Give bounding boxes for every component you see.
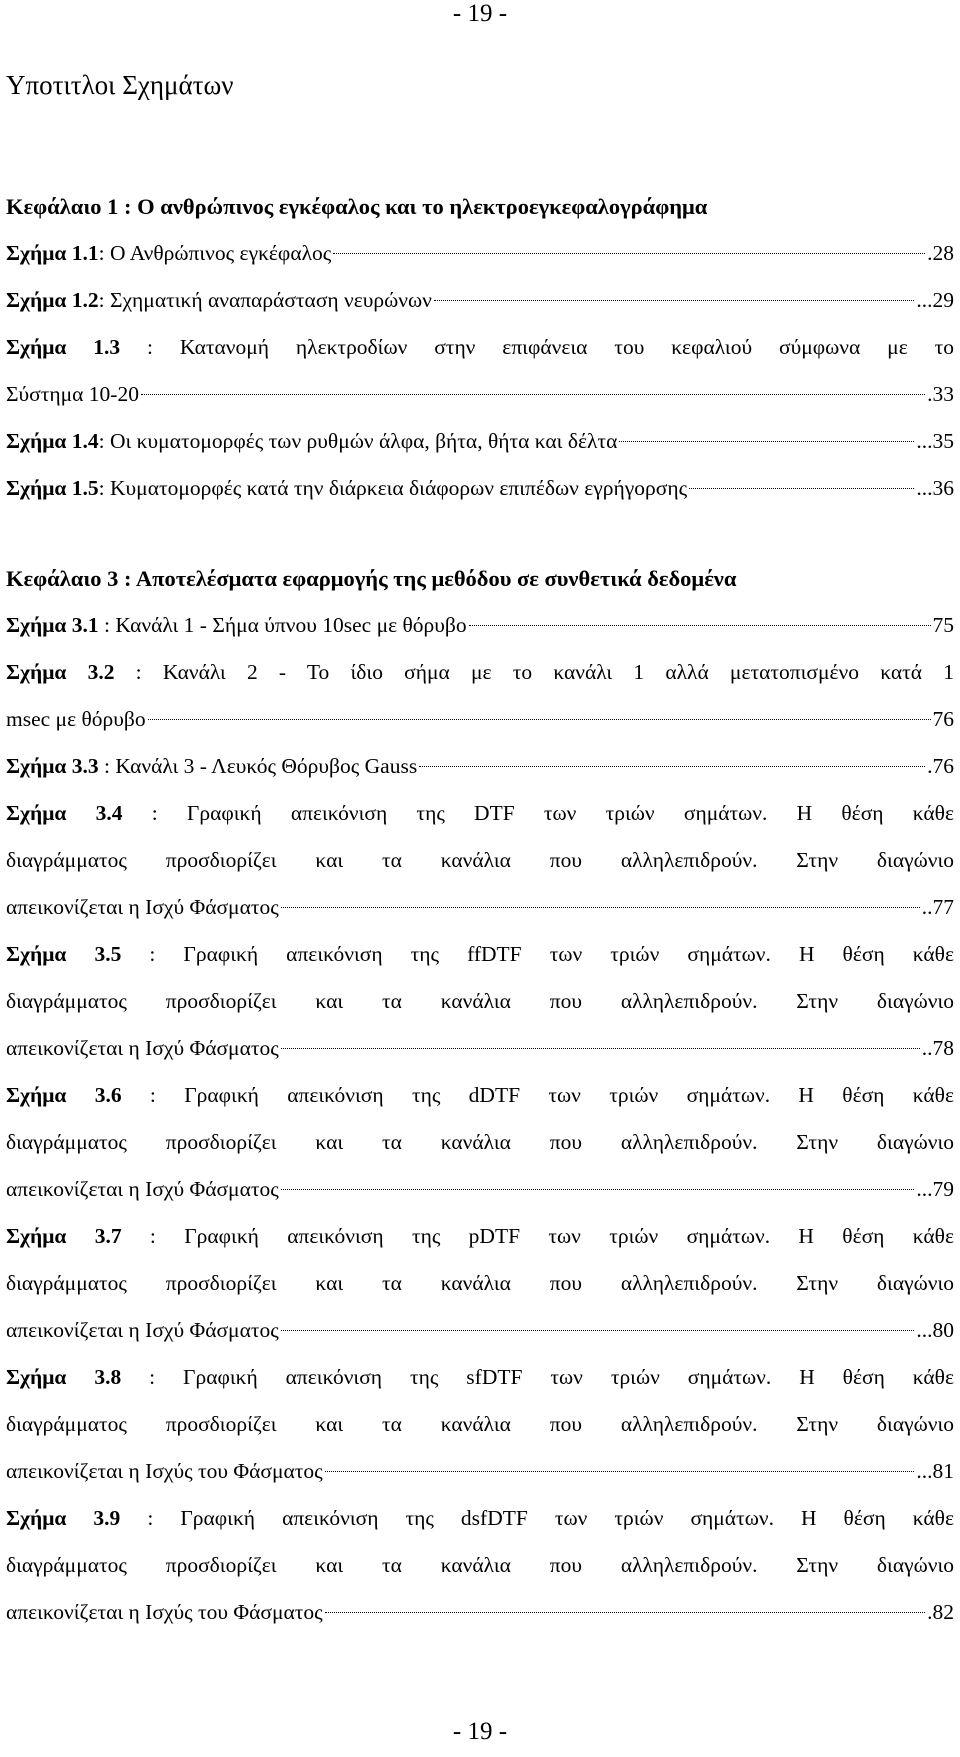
figure-label: Σχήμα 3.1 (6, 613, 99, 637)
leader-dots (434, 299, 914, 301)
figure-page: ...79 (916, 1177, 954, 1201)
figure-caption-cont: απεικονίζεται η Ισχύς του Φάσματος (6, 1600, 323, 1624)
figure-caption: : Κανάλι 1 - Σήμα ύπνου 10sec με θόρυβο (98, 613, 467, 637)
figure-caption: : Ο Ανθρώπινος εγκέφαλος (98, 241, 332, 265)
leader-dots (325, 1470, 915, 1472)
figure-page: ...29 (916, 288, 954, 312)
figure-page: ...35 (916, 429, 954, 453)
leader-dots (148, 718, 931, 720)
figure-page: 76 (932, 707, 954, 731)
figure-caption-cont: απεικονίζεται η Ισχύ Φάσματος (6, 895, 279, 919)
figure-caption: : Κυματομορφές κατά την διάρκεια διάφορων επιπέδων εγρήγορσης (98, 476, 688, 500)
page-title: Υποτιτλοι Σχημάτων (6, 70, 234, 100)
figure-label: Σχήμα 1.3 (6, 335, 121, 359)
figure-entry-1-3[interactable] (6, 324, 954, 418)
figure-caption: : Γραφική απεικόνιση της dsfDTF των τριών σημάτων. Η θέση κάθε (120, 1506, 954, 1530)
figure-caption: : Γραφική απεικόνιση της pDTF των τριών σημάτων. Η θέση κάθε (121, 1224, 954, 1248)
figure-page: ...81 (916, 1459, 954, 1483)
figure-entry-3-2[interactable] (6, 649, 954, 743)
figure-label: Σχήμα 3.9 (6, 1506, 121, 1530)
figure-label: Σχήμα 1.5 (6, 476, 99, 500)
figure-page: .28 (927, 241, 954, 265)
leader-dots (281, 1329, 915, 1331)
figure-caption-cont: απεικονίζεται η Ισχύς του Φάσματος (6, 1459, 323, 1483)
figure-caption: : Κανάλι 2 - Το ίδιο σήμα με το κανάλι 1 αλλά μετατοπισμένο κατά 1 (114, 660, 954, 684)
figure-page: ..78 (921, 1036, 954, 1060)
leader-dots (469, 624, 931, 626)
figure-caption: : Γραφική απεικόνιση της sfDTF των τριών σημάτων. Η θέση κάθε (121, 1365, 954, 1389)
figure-entry-3-7[interactable] (6, 1213, 954, 1354)
figure-caption-line2: διαγράμματος προσδιορίζει και τα κανάλια που αλληλεπιδρούν. Στην διαγώνιο (6, 1130, 954, 1154)
figure-label: Σχήμα 1.2 (6, 288, 99, 312)
figure-entry-3-4[interactable] (6, 790, 954, 931)
figure-page: .82 (927, 1600, 954, 1624)
figure-caption: : Κατανομή ηλεκτροδίων στην επιφάνεια του κεφαλιού σύμφωνα με το (120, 335, 954, 359)
page-number-top: - 19 - (452, 0, 508, 27)
figure-label: Σχήμα 3.6 (6, 1083, 122, 1107)
figure-page: .76 (927, 754, 954, 778)
figure-page: ...36 (916, 476, 954, 500)
figure-label: Σχήμα 3.7 (6, 1224, 122, 1248)
figure-caption-cont: msec με θόρυβο (6, 707, 146, 731)
figure-caption: : Γραφική απεικόνιση της dDTF των τριών σημάτων. Η θέση κάθε (121, 1083, 954, 1107)
figure-caption-cont: Σύστημα 10-20 (6, 382, 139, 406)
figure-page: 75 (932, 613, 954, 637)
figure-caption-line2: διαγράμματος προσδιορίζει και τα κανάλια που αλληλεπιδρούν. Στην διαγώνιο (6, 1553, 954, 1577)
figure-entry-1-5[interactable] (6, 465, 954, 512)
figure-entry-3-8[interactable] (6, 1354, 954, 1495)
figure-page: ..77 (921, 895, 954, 919)
figure-entry-3-3[interactable] (6, 743, 954, 790)
chapter-1-heading: Κεφάλαιο 1 : Ο ανθρώπινος εγκέφαλος και το ηλεκτροεγκεφαλογράφημα (6, 194, 708, 219)
figure-label: Σχήμα 3.2 (6, 660, 115, 684)
leader-dots (419, 765, 925, 767)
figure-entry-1-2[interactable] (6, 277, 954, 324)
chapter-3-section (6, 555, 954, 1636)
figure-entry-3-6[interactable] (6, 1072, 954, 1213)
figure-caption-cont: απεικονίζεται η Ισχύ Φάσματος (6, 1036, 279, 1060)
figure-label: Σχήμα 3.4 (6, 801, 123, 825)
leader-dots (281, 1047, 920, 1049)
figure-label: Σχήμα 3.3 (6, 754, 99, 778)
figure-page: ...80 (916, 1318, 954, 1342)
figure-label: Σχήμα 1.4 (6, 429, 99, 453)
figure-caption-line2: διαγράμματος προσδιορίζει και τα κανάλια που αλληλεπιδρούν. Στην διαγώνιο (6, 1271, 954, 1295)
leader-dots (689, 487, 914, 489)
leader-dots (281, 906, 920, 908)
figure-caption: : Κανάλι 3 - Λευκός Θόρυβος Gauss (98, 754, 418, 778)
figure-caption: : Γραφική απεικόνιση της DTF των τριών σημάτων. Η θέση κάθε (122, 801, 954, 825)
figure-label: Σχήμα 3.5 (6, 942, 122, 966)
figure-caption-line2: διαγράμματος προσδιορίζει και τα κανάλια που αλληλεπιδρούν. Στην διαγώνιο (6, 848, 954, 872)
figure-entry-1-4[interactable] (6, 418, 954, 465)
figure-page: .33 (927, 382, 954, 406)
figure-label: Σχήμα 3.8 (6, 1365, 122, 1389)
figure-entry-3-9[interactable] (6, 1495, 954, 1636)
figure-entry-3-1[interactable] (6, 602, 954, 649)
leader-dots (333, 252, 925, 254)
chapter-3-heading: Κεφάλαιο 3 : Αποτελέσματα εφαρμογής της μεθόδου σε συνθετικά δεδομένα (6, 566, 737, 591)
figure-caption: : Γραφική απεικόνιση της ffDTF των τριών σημάτων. Η θέση κάθε (121, 942, 954, 966)
chapter-1-section (6, 183, 954, 512)
figure-caption-cont: απεικονίζεται η Ισχύ Φάσματος (6, 1318, 279, 1342)
figure-caption-line2: διαγράμματος προσδιορίζει και τα κανάλια που αλληλεπιδρούν. Στην διαγώνιο (6, 1412, 954, 1436)
leader-dots (325, 1611, 925, 1613)
figure-entry-1-1[interactable] (6, 230, 954, 277)
figure-caption-cont: απεικονίζεται η Ισχύ Φάσματος (6, 1177, 279, 1201)
page-number-bottom: - 19 - (452, 1718, 508, 1745)
figure-label: Σχήμα 1.1 (6, 241, 99, 265)
figure-caption: : Οι κυματομορφές των ρυθμών άλφα, βήτα, θήτα και δέλτα (98, 429, 618, 453)
figure-caption: : Σχηματική αναπαράσταση νευρώνων (98, 288, 432, 312)
leader-dots (141, 393, 925, 395)
leader-dots (281, 1188, 915, 1190)
leader-dots (619, 440, 914, 442)
figure-entry-3-5[interactable] (6, 931, 954, 1072)
figure-caption-line2: διαγράμματος προσδιορίζει και τα κανάλια που αλληλεπιδρούν. Στην διαγώνιο (6, 989, 954, 1013)
